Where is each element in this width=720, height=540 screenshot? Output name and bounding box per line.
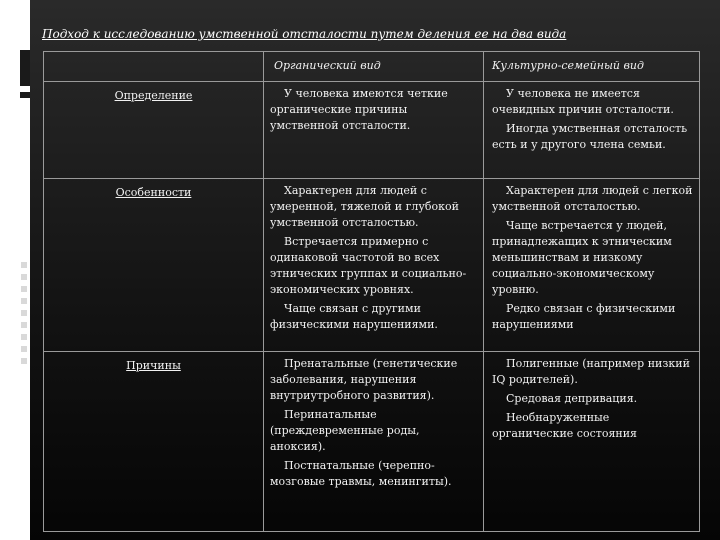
features-cultural-cell: [484, 179, 700, 352]
decor-square: [21, 346, 27, 352]
definition-organic-cell: [264, 82, 484, 179]
decor-square: [21, 262, 27, 268]
cell-paragraph: У человека не имеется очевидных причин отсталости.: [492, 87, 674, 116]
cell-paragraph: Чаще встречается у людей, принадлежащих к этническим меньшинствам и низкому социально-экономическому уровню.: [492, 219, 672, 296]
cell-paragraph: Характерен для людей с легкой умственной отсталостью.: [492, 184, 693, 213]
decor-bar: [20, 92, 30, 98]
decor-square: [21, 274, 27, 280]
decor-square: [21, 310, 27, 316]
cell-paragraph: Полигенные (например низкий IQ родителей).: [492, 357, 690, 386]
row-label-causes: Причины: [44, 352, 264, 532]
table-row: [44, 82, 700, 179]
decor-square: [21, 358, 27, 364]
table-row: [44, 352, 700, 532]
cell-paragraph: Пренатальные (генетические заболевания, нарушения внутриутробного развития).: [270, 357, 458, 402]
definition-cultural-cell: [484, 82, 700, 179]
decor-square: [21, 298, 27, 304]
cell-paragraph: У человека имеются четкие органические причины умственной отсталости.: [270, 87, 448, 132]
cell-paragraph: Средовая депривация.: [506, 392, 638, 405]
row-label-features: Особенности: [44, 179, 264, 352]
decor-square: [21, 334, 27, 340]
row-label-definition: Определение: [44, 82, 264, 179]
cell-paragraph: Иногда умственная отсталость есть и у другого члена семьи.: [492, 122, 688, 151]
causes-organic-cell: [264, 352, 484, 532]
decor-square: [21, 286, 27, 292]
decor-bar: [20, 50, 30, 86]
decor-square: [21, 322, 27, 328]
table-header-row: [44, 52, 700, 82]
cell-paragraph: Постнатальные (черепно-мозговые травмы, менингиты).: [270, 459, 452, 488]
cell-paragraph: Редко связан с физическими нарушениями: [492, 302, 676, 331]
header-cultural: Культурно-семейный вид: [484, 52, 700, 82]
cell-paragraph: Необнаруженные органические состояния: [492, 411, 637, 440]
slide-title: Подход к исследованию умственной отсталости путем деления ее на два вида: [42, 27, 567, 41]
header-empty: [44, 52, 264, 82]
cell-paragraph: Чаще связан с другими физическими нарушениями.: [270, 302, 438, 331]
cell-paragraph: Встречается примерно с одинаковой частотой во всех этнических группах и социально-экономических уровнях.: [270, 235, 467, 296]
causes-cultural-cell: [484, 352, 700, 532]
cell-paragraph: Характерен для людей с умеренной, тяжелой и глубокой умственной отсталостью.: [270, 184, 459, 229]
features-organic-cell: [264, 179, 484, 352]
cell-paragraph: Перинатальные (преждевременные роды, аноксия).: [270, 408, 420, 453]
header-organic: Органический вид: [264, 52, 484, 82]
table-row: [44, 179, 700, 352]
comparison-table: [43, 51, 700, 532]
